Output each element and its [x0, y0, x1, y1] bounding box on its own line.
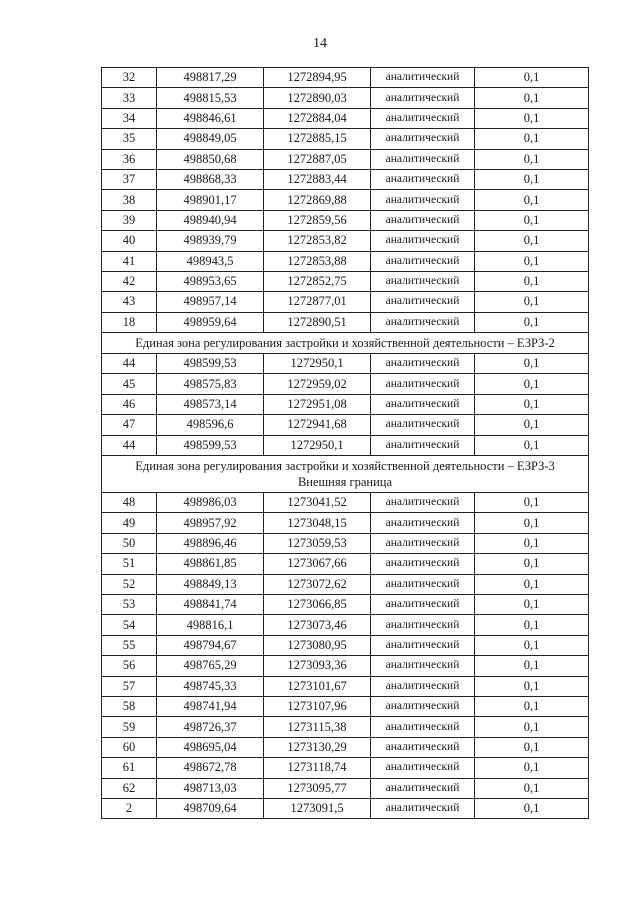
x-coordinate-cell: 498953,65 [157, 271, 264, 291]
method-cell: аналитический [371, 68, 475, 88]
accuracy-cell: 0,1 [475, 656, 589, 676]
table-row [102, 656, 589, 676]
accuracy-cell: 0,1 [475, 394, 589, 414]
x-coordinate-cell: 498745,33 [157, 676, 264, 696]
method-cell: аналитический [371, 129, 475, 149]
y-coordinate-cell: 1273041,52 [264, 493, 371, 513]
y-coordinate-cell: 1272950,1 [264, 354, 371, 374]
accuracy-cell: 0,1 [475, 88, 589, 108]
x-coordinate-cell: 498765,29 [157, 656, 264, 676]
table-row [102, 635, 589, 655]
x-coordinate-cell: 498672,78 [157, 758, 264, 778]
method-cell: аналитический [371, 615, 475, 635]
method-cell: аналитический [371, 717, 475, 737]
x-coordinate-cell: 498957,92 [157, 513, 264, 533]
x-coordinate-cell: 498896,46 [157, 533, 264, 553]
accuracy-cell: 0,1 [475, 312, 589, 332]
table-row [102, 493, 589, 513]
table-row [102, 292, 589, 312]
point-number-cell: 40 [102, 231, 157, 251]
x-coordinate-cell: 498596,6 [157, 415, 264, 435]
accuracy-cell: 0,1 [475, 717, 589, 737]
point-number-cell: 47 [102, 415, 157, 435]
accuracy-cell: 0,1 [475, 554, 589, 574]
accuracy-cell: 0,1 [475, 533, 589, 553]
y-coordinate-cell: 1272894,95 [264, 68, 371, 88]
zone-title: Единая зона регулирования застройки и хозяйственной деятельности – ЕЗРЗ-3 [135, 459, 555, 474]
y-coordinate-cell: 1272887,05 [264, 149, 371, 169]
accuracy-cell: 0,1 [475, 594, 589, 614]
point-number-cell: 56 [102, 656, 157, 676]
method-cell: аналитический [371, 169, 475, 189]
point-number-cell: 49 [102, 513, 157, 533]
point-number-cell: 54 [102, 615, 157, 635]
y-coordinate-cell: 1273130,29 [264, 737, 371, 757]
point-number-cell: 61 [102, 758, 157, 778]
point-number-cell: 44 [102, 435, 157, 455]
x-coordinate-cell: 498599,53 [157, 354, 264, 374]
method-cell: аналитический [371, 312, 475, 332]
method-cell: аналитический [371, 656, 475, 676]
table-row [102, 758, 589, 778]
y-coordinate-cell: 1273095,77 [264, 778, 371, 798]
accuracy-cell: 0,1 [475, 354, 589, 374]
method-cell: аналитический [371, 271, 475, 291]
x-coordinate-cell: 498850,68 [157, 149, 264, 169]
y-coordinate-cell: 1272959,02 [264, 374, 371, 394]
accuracy-cell: 0,1 [475, 493, 589, 513]
x-coordinate-cell: 498943,5 [157, 251, 264, 271]
accuracy-cell: 0,1 [475, 798, 589, 818]
method-cell: аналитический [371, 251, 475, 271]
table-row [102, 696, 589, 716]
method-cell: аналитический [371, 149, 475, 169]
table-row [102, 251, 589, 271]
zone-title: Единая зона регулирования застройки и хозяйственной деятельности – ЕЗРЗ-2 [135, 336, 555, 351]
accuracy-cell: 0,1 [475, 374, 589, 394]
x-coordinate-cell: 498986,03 [157, 493, 264, 513]
y-coordinate-cell: 1272877,01 [264, 292, 371, 312]
y-coordinate-cell: 1272853,82 [264, 231, 371, 251]
y-coordinate-cell: 1273066,85 [264, 594, 371, 614]
accuracy-cell: 0,1 [475, 513, 589, 533]
method-cell: аналитический [371, 574, 475, 594]
accuracy-cell: 0,1 [475, 251, 589, 271]
point-number-cell: 59 [102, 717, 157, 737]
point-number-cell: 53 [102, 594, 157, 614]
table-row [102, 68, 589, 88]
method-cell: аналитический [371, 513, 475, 533]
accuracy-cell: 0,1 [475, 210, 589, 230]
table-row [102, 594, 589, 614]
accuracy-cell: 0,1 [475, 271, 589, 291]
table-row [102, 435, 589, 455]
accuracy-cell: 0,1 [475, 149, 589, 169]
method-cell: аналитический [371, 635, 475, 655]
x-coordinate-cell: 498794,67 [157, 635, 264, 655]
point-number-cell: 37 [102, 169, 157, 189]
zone-heading [102, 456, 589, 493]
accuracy-cell: 0,1 [475, 635, 589, 655]
x-coordinate-cell: 498575,83 [157, 374, 264, 394]
x-coordinate-cell: 498695,04 [157, 737, 264, 757]
point-number-cell: 39 [102, 210, 157, 230]
x-coordinate-cell: 498940,94 [157, 210, 264, 230]
y-coordinate-cell: 1272885,15 [264, 129, 371, 149]
point-number-cell: 52 [102, 574, 157, 594]
x-coordinate-cell: 498901,17 [157, 190, 264, 210]
table-row [102, 210, 589, 230]
method-cell: аналитический [371, 758, 475, 778]
zone-heading-row [102, 456, 589, 493]
y-coordinate-cell: 1273118,74 [264, 758, 371, 778]
table-row [102, 513, 589, 533]
accuracy-cell: 0,1 [475, 574, 589, 594]
table-row [102, 676, 589, 696]
x-coordinate-cell: 498815,53 [157, 88, 264, 108]
x-coordinate-cell: 498599,53 [157, 435, 264, 455]
zone-heading-row [102, 333, 589, 354]
accuracy-cell: 0,1 [475, 190, 589, 210]
accuracy-cell: 0,1 [475, 778, 589, 798]
table-row [102, 717, 589, 737]
method-cell: аналитический [371, 231, 475, 251]
y-coordinate-cell: 1273048,15 [264, 513, 371, 533]
point-number-cell: 36 [102, 149, 157, 169]
x-coordinate-cell: 498939,79 [157, 231, 264, 251]
table-row [102, 149, 589, 169]
accuracy-cell: 0,1 [475, 68, 589, 88]
method-cell: аналитический [371, 594, 475, 614]
x-coordinate-cell: 498741,94 [157, 696, 264, 716]
method-cell: аналитический [371, 435, 475, 455]
x-coordinate-cell: 498846,61 [157, 108, 264, 128]
zone-heading [102, 333, 589, 354]
table-row [102, 374, 589, 394]
point-number-cell: 18 [102, 312, 157, 332]
accuracy-cell: 0,1 [475, 415, 589, 435]
point-number-cell: 51 [102, 554, 157, 574]
table-row [102, 533, 589, 553]
method-cell: аналитический [371, 354, 475, 374]
table-row [102, 415, 589, 435]
method-cell: аналитический [371, 676, 475, 696]
x-coordinate-cell: 498709,64 [157, 798, 264, 818]
method-cell: аналитический [371, 210, 475, 230]
table-row [102, 798, 589, 818]
point-number-cell: 38 [102, 190, 157, 210]
table-row [102, 169, 589, 189]
method-cell: аналитический [371, 696, 475, 716]
method-cell: аналитический [371, 493, 475, 513]
point-number-cell: 33 [102, 88, 157, 108]
x-coordinate-cell: 498959,64 [157, 312, 264, 332]
table-row [102, 354, 589, 374]
y-coordinate-cell: 1273107,96 [264, 696, 371, 716]
accuracy-cell: 0,1 [475, 292, 589, 312]
x-coordinate-cell: 498816,1 [157, 615, 264, 635]
table-row [102, 108, 589, 128]
point-number-cell: 45 [102, 374, 157, 394]
point-number-cell: 42 [102, 271, 157, 291]
table-row [102, 574, 589, 594]
accuracy-cell: 0,1 [475, 737, 589, 757]
table-row [102, 190, 589, 210]
method-cell: аналитический [371, 798, 475, 818]
point-number-cell: 44 [102, 354, 157, 374]
accuracy-cell: 0,1 [475, 615, 589, 635]
point-number-cell: 50 [102, 533, 157, 553]
point-number-cell: 62 [102, 778, 157, 798]
y-coordinate-cell: 1273067,66 [264, 554, 371, 574]
method-cell: аналитический [371, 374, 475, 394]
point-number-cell: 32 [102, 68, 157, 88]
y-coordinate-cell: 1272869,88 [264, 190, 371, 210]
y-coordinate-cell: 1273093,36 [264, 656, 371, 676]
table-row [102, 129, 589, 149]
accuracy-cell: 0,1 [475, 169, 589, 189]
x-coordinate-cell: 498849,05 [157, 129, 264, 149]
point-number-cell: 35 [102, 129, 157, 149]
accuracy-cell: 0,1 [475, 231, 589, 251]
accuracy-cell: 0,1 [475, 676, 589, 696]
x-coordinate-cell: 498849,13 [157, 574, 264, 594]
x-coordinate-cell: 498868,33 [157, 169, 264, 189]
x-coordinate-cell: 498841,74 [157, 594, 264, 614]
method-cell: аналитический [371, 88, 475, 108]
table-row [102, 737, 589, 757]
method-cell: аналитический [371, 533, 475, 553]
point-number-cell: 60 [102, 737, 157, 757]
accuracy-cell: 0,1 [475, 435, 589, 455]
point-number-cell: 34 [102, 108, 157, 128]
point-number-cell: 2 [102, 798, 157, 818]
method-cell: аналитический [371, 778, 475, 798]
y-coordinate-cell: 1272951,08 [264, 394, 371, 414]
x-coordinate-cell: 498713,03 [157, 778, 264, 798]
y-coordinate-cell: 1272941,68 [264, 415, 371, 435]
point-number-cell: 41 [102, 251, 157, 271]
table-row [102, 312, 589, 332]
y-coordinate-cell: 1273073,46 [264, 615, 371, 635]
accuracy-cell: 0,1 [475, 129, 589, 149]
y-coordinate-cell: 1272890,03 [264, 88, 371, 108]
y-coordinate-cell: 1273080,95 [264, 635, 371, 655]
point-number-cell: 48 [102, 493, 157, 513]
y-coordinate-cell: 1272853,88 [264, 251, 371, 271]
y-coordinate-cell: 1273072,62 [264, 574, 371, 594]
method-cell: аналитический [371, 190, 475, 210]
x-coordinate-cell: 498573,14 [157, 394, 264, 414]
point-number-cell: 58 [102, 696, 157, 716]
y-coordinate-cell: 1272859,56 [264, 210, 371, 230]
accuracy-cell: 0,1 [475, 758, 589, 778]
x-coordinate-cell: 498861,85 [157, 554, 264, 574]
method-cell: аналитический [371, 737, 475, 757]
method-cell: аналитический [371, 554, 475, 574]
y-coordinate-cell: 1272950,1 [264, 435, 371, 455]
table-row [102, 394, 589, 414]
table-row [102, 554, 589, 574]
coordinates-table [101, 67, 589, 819]
zone-subtitle: Внешняя граница [297, 475, 393, 490]
method-cell: аналитический [371, 415, 475, 435]
y-coordinate-cell: 1272883,44 [264, 169, 371, 189]
y-coordinate-cell: 1273059,53 [264, 533, 371, 553]
x-coordinate-cell: 498957,14 [157, 292, 264, 312]
accuracy-cell: 0,1 [475, 696, 589, 716]
point-number-cell: 57 [102, 676, 157, 696]
x-coordinate-cell: 498726,37 [157, 717, 264, 737]
table-row [102, 271, 589, 291]
table-row [102, 231, 589, 251]
y-coordinate-cell: 1272884,04 [264, 108, 371, 128]
method-cell: аналитический [371, 108, 475, 128]
accuracy-cell: 0,1 [475, 108, 589, 128]
y-coordinate-cell: 1272852,75 [264, 271, 371, 291]
method-cell: аналитический [371, 292, 475, 312]
y-coordinate-cell: 1273101,67 [264, 676, 371, 696]
table-row [102, 88, 589, 108]
method-cell: аналитический [371, 394, 475, 414]
point-number-cell: 46 [102, 394, 157, 414]
point-number-cell: 55 [102, 635, 157, 655]
y-coordinate-cell: 1273115,38 [264, 717, 371, 737]
point-number-cell: 43 [102, 292, 157, 312]
table-row [102, 615, 589, 635]
y-coordinate-cell: 1273091,5 [264, 798, 371, 818]
table-row [102, 778, 589, 798]
y-coordinate-cell: 1272890,51 [264, 312, 371, 332]
x-coordinate-cell: 498817,29 [157, 68, 264, 88]
page-number: 14 [313, 36, 327, 51]
